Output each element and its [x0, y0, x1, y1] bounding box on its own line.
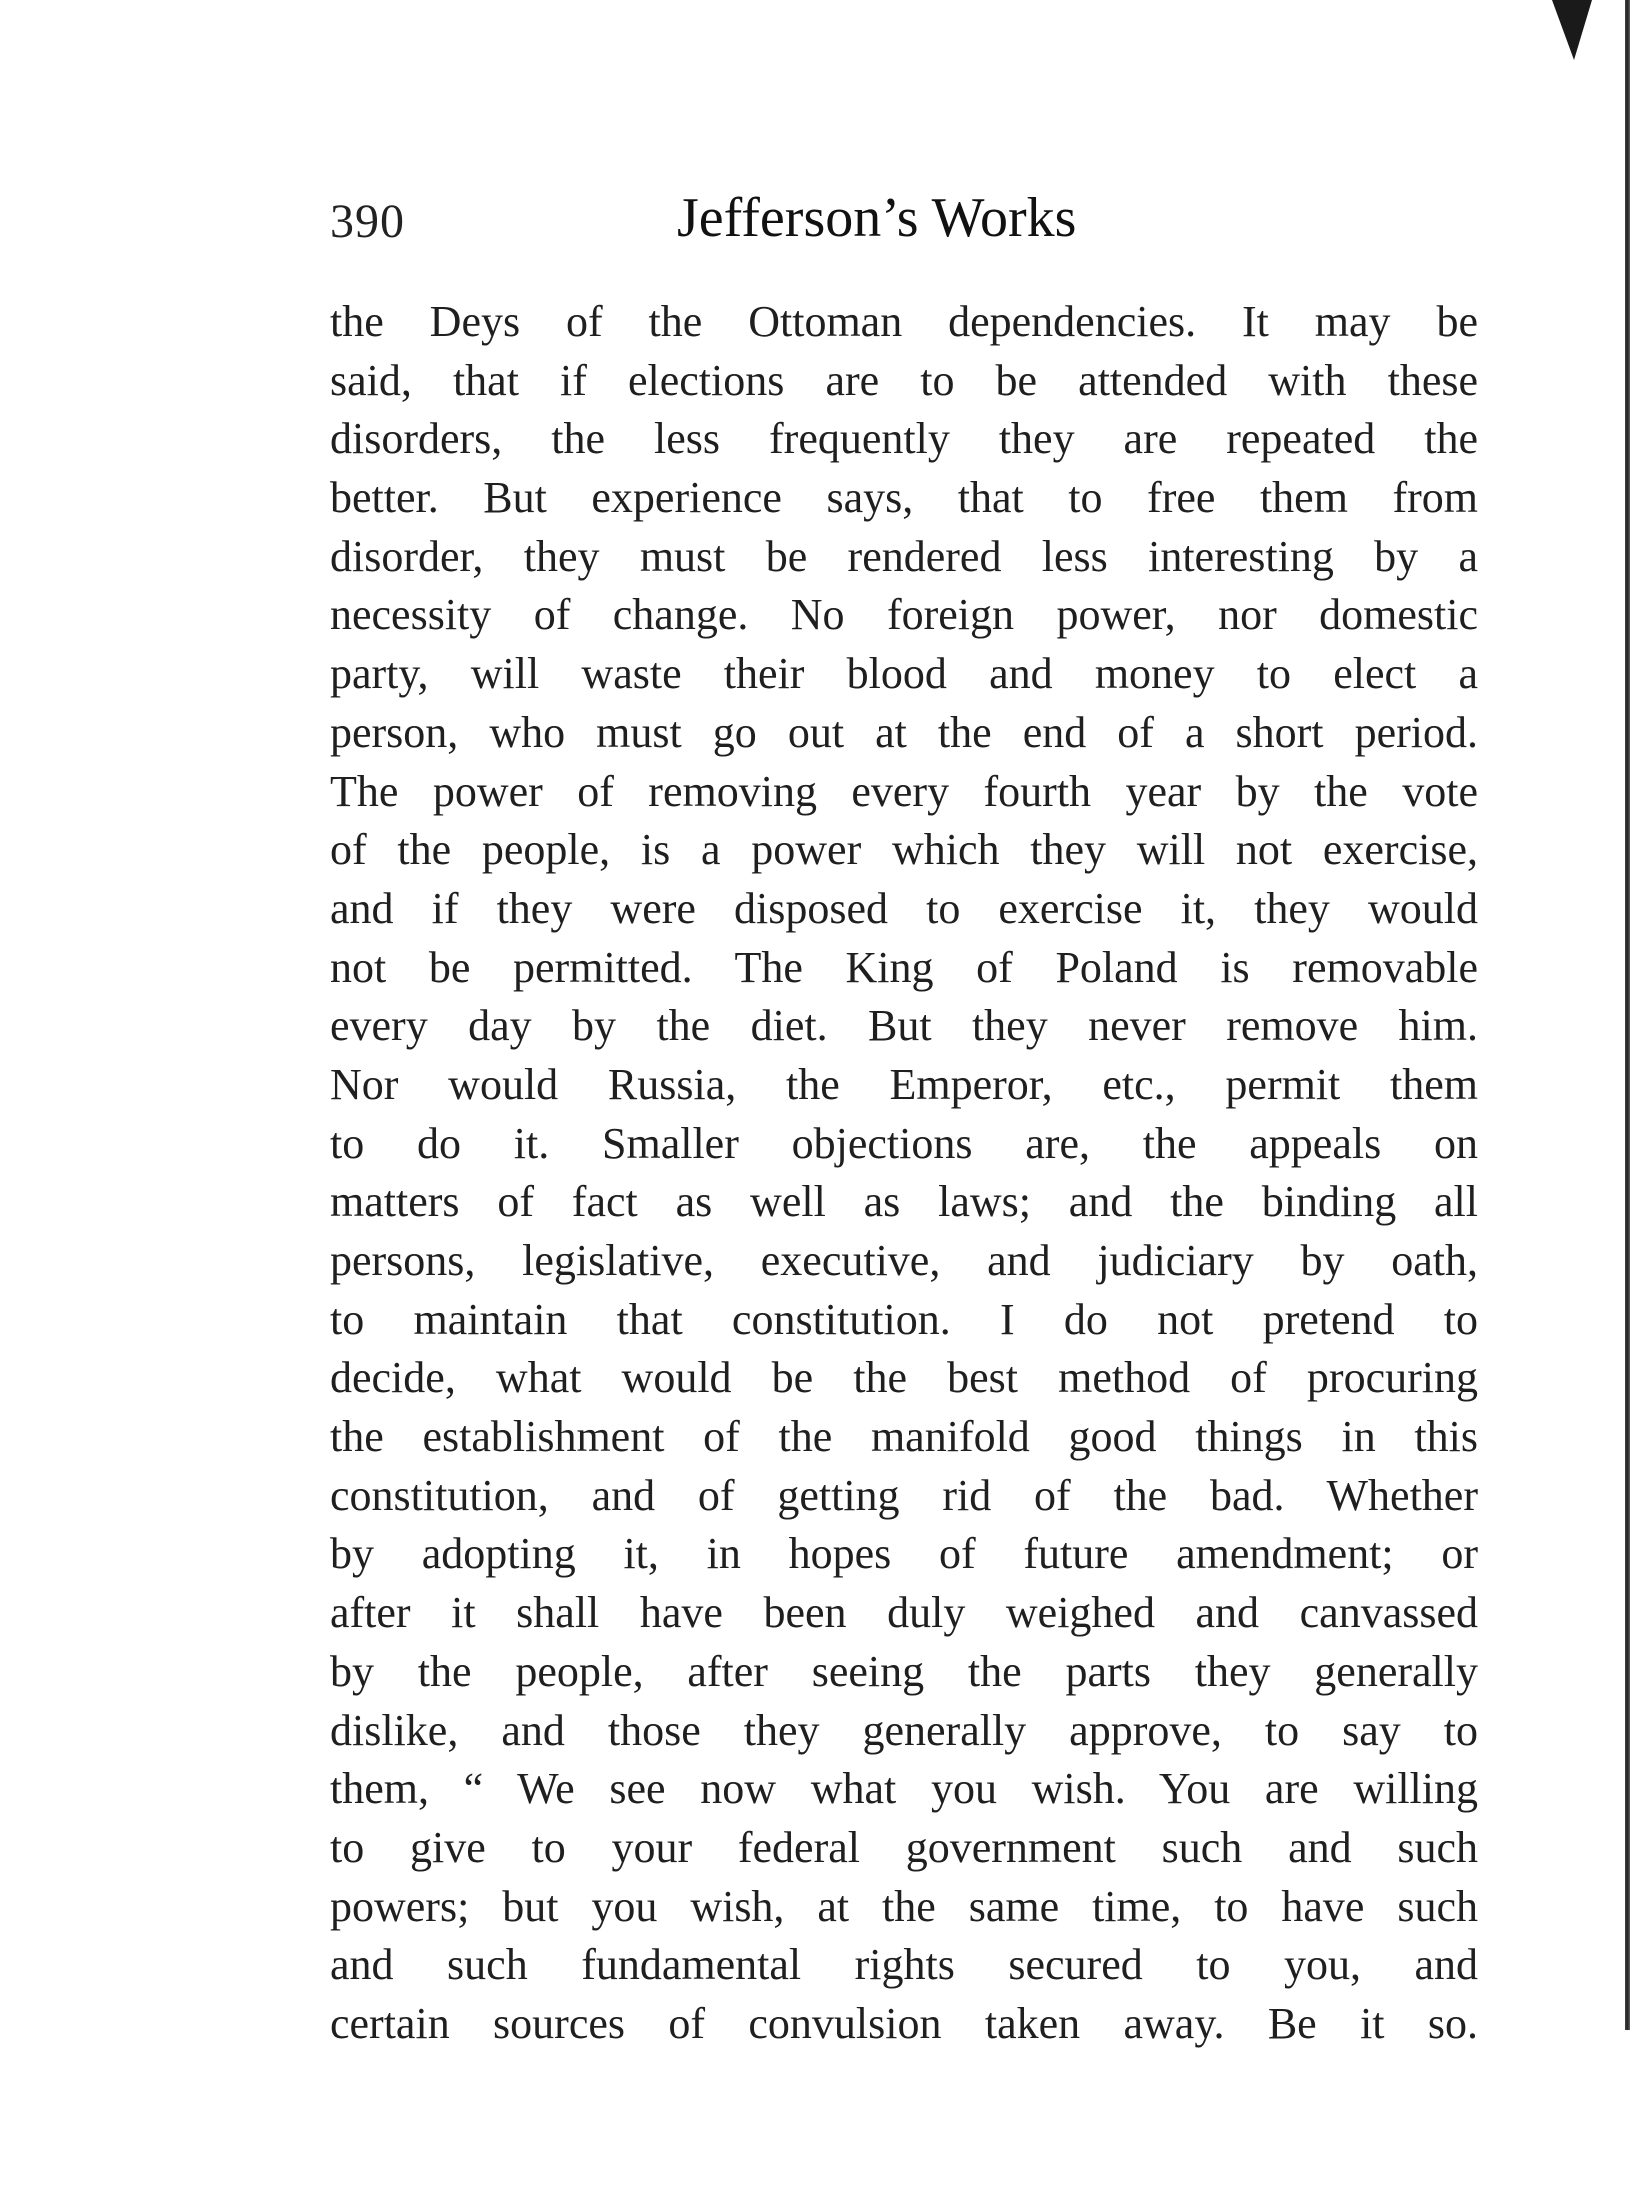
text-line: certain sources of convulsion taken away. Be it so.	[330, 1998, 1478, 2048]
text-line: decide, what would be the best method of procuring	[330, 1353, 1478, 1403]
text-line: the Deys of the Ottoman dependencies. It may be	[330, 297, 1478, 346]
text-line: every day by the diet. But they never remove him.	[330, 1001, 1478, 1051]
text-line: them, “ We see now what you wish. You are willing	[330, 1764, 1478, 1814]
page-binding-mark	[1552, 0, 1592, 60]
text-line: matters of fact as well as laws; and the binding all	[330, 1177, 1478, 1227]
text-line: not be permitted. The King of Poland is removable	[330, 942, 1478, 992]
text-line: Nor would Russia, the Emperor, etc., permit them	[330, 1059, 1478, 1109]
text-line: the establishment of the manifold good things in this	[330, 1412, 1478, 1462]
text-line: disorder, they must be rendered less interesting by a	[330, 531, 1478, 581]
page-number: 390	[330, 195, 405, 248]
text-line: disorders, the less frequently they are repeated the	[330, 414, 1478, 464]
text-line: party, will waste their blood and money to elect a	[330, 649, 1478, 699]
page-binding-edge	[1625, 0, 1630, 2030]
text-line: by the people, after seeing the parts they generally	[330, 1646, 1478, 1696]
text-line: and if they were disposed to exercise it, they would	[330, 883, 1478, 933]
text-line: better. But experience says, that to free them from	[330, 473, 1478, 523]
text-line: powers; but you wish, at the same time, to have such	[330, 1881, 1478, 1931]
text-line: to give to your federal government such and such	[330, 1822, 1478, 1872]
text-line: to maintain that constitution. I do not pretend to	[330, 1294, 1478, 1344]
page-header	[330, 186, 1330, 256]
text-line: necessity of change. No foreign power, nor domestic	[330, 590, 1478, 640]
text-line: dislike, and those they generally approve, to say to	[330, 1705, 1478, 1755]
text-line: persons, legislative, executive, and judiciary by oath,	[330, 1236, 1478, 1285]
body-text	[330, 293, 1478, 2054]
text-line: of the people, is a power which they will not exercise,	[330, 825, 1478, 875]
running-head: Jefferson’s Works	[677, 187, 1077, 249]
text-line: after it shall have been duly weighed and canvassed	[330, 1588, 1478, 1638]
text-line: and such fundamental rights secured to you, and	[330, 1940, 1478, 1990]
text-line: said, that if elections are to be attended with these	[330, 355, 1478, 405]
text-line: to do it. Smaller objections are, the appeals on	[330, 1118, 1478, 1168]
text-line: person, who must go out at the end of a short period.	[330, 707, 1478, 757]
text-line: by adopting it, in hopes of future amendment; or	[330, 1529, 1478, 1579]
text-line: constitution, and of getting rid of the bad. Whether	[330, 1470, 1478, 1520]
text-line: The power of removing every fourth year by the vote	[330, 766, 1478, 816]
